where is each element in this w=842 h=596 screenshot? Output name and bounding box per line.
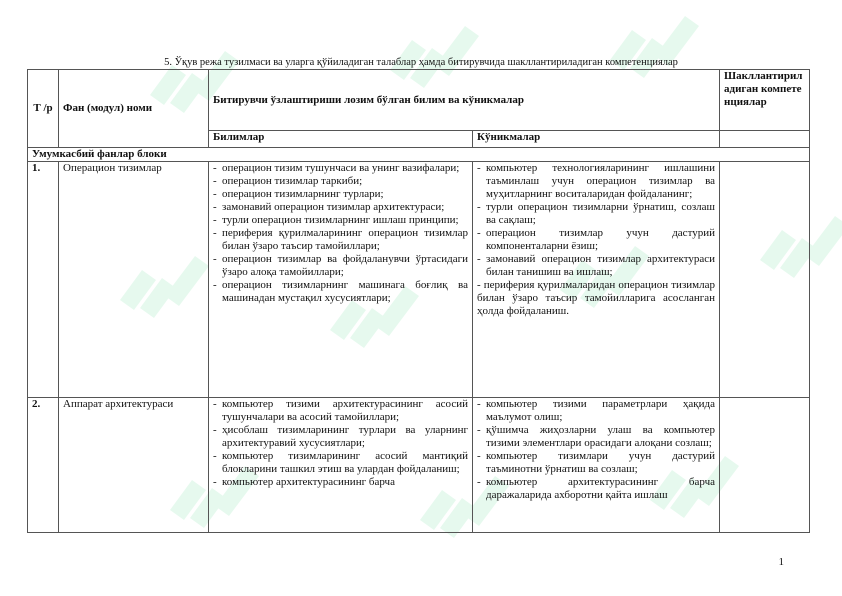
block-title: Умумкасбий фанлар блоки <box>28 148 810 162</box>
list-item: - операцион тизим тушунчаси ва унинг вазифалари; <box>213 162 468 175</box>
list-item: - операцион тизимлар учун дастурий компоненталарни ёзиш; <box>477 227 715 253</box>
list-item: - операцион тизимларнинг турлари; <box>213 188 468 201</box>
header-num: Т /р <box>28 70 59 148</box>
section-caption: 5. Ўқув режа тузилмаси ва уларга қўйиладиган талаблар ҳамда битирувчида шакллантириладиган компетенциялар <box>164 57 678 68</box>
list-item: - компьютер архитектурасининг барча даражаларида ахборотни қайта ишлаш <box>477 476 715 502</box>
knowledge-list <box>213 398 468 489</box>
row-skills <box>473 398 720 533</box>
row-subject-name: Аппарат архитектураси <box>59 398 209 533</box>
list-item: - компьютер тизимлари учун дастурий таъминотни ўрнатиш ва созлаш; <box>477 450 715 476</box>
row-competencies <box>720 398 810 533</box>
list-item: - қўшимча жиҳозларни улаш ва компьютер тизими элементлари орасидаги алоқани созлаш; <box>477 424 715 450</box>
list-item: - операцион тизимлар ва фойдаланувчи ўртасидаги ўзаро алоқа тамойиллари; <box>213 253 468 279</box>
list-item: - компьютер тизими параметрлари ҳақида маълумот олиш; <box>477 398 715 424</box>
row-num: 1. <box>28 162 59 398</box>
list-item: - ҳисоблаш тизимларининг турлари ва уларнинг архитектуравий хусусиятлари; <box>213 424 468 450</box>
row-skills <box>473 162 720 398</box>
list-item: - компьютер тизимларининг асосий мантиқий блокларини ташкил этиш ва улардан фойдаланиш; <box>213 450 468 476</box>
list-item: - замонавий операцион тизимлар архитектураси билан танишиш ва ишлаш; <box>477 253 715 279</box>
skills-list <box>477 398 715 502</box>
row-subject-name: Операцион тизимлар <box>59 162 209 398</box>
row-num: 2. <box>28 398 59 533</box>
header-skills: Кўникмалар <box>473 131 720 148</box>
curriculum-table <box>27 69 810 533</box>
header-knowledge: Билимлар <box>209 131 473 148</box>
table-row <box>28 398 810 533</box>
row-competencies <box>720 162 810 398</box>
list-item: - операцион тизимларнинг машинага боғлиқ ва машинадан мустақил хусусиятлари; <box>213 279 468 305</box>
header-comp-empty <box>720 131 810 148</box>
table-row <box>28 162 810 398</box>
list-item: - компьютер технологияларининг ишлашини таъминлаш учун операцион тизимлар ва муҳитларнинг воситаларидан фойдаланинг; <box>477 162 715 201</box>
list-item: - турли операцион тизимларни ўрнатиш, созлаш ва сақлаш; <box>477 201 715 227</box>
page-number: 1 <box>778 556 784 568</box>
list-item: - компьютер тизими архитектурасининг асосий тушунчалари ва асосий тамойиллари; <box>213 398 468 424</box>
block-title-row <box>28 148 810 162</box>
list-item: - замонавий операцион тизимлар архитектураси; <box>213 201 468 214</box>
row-knowledge <box>209 162 473 398</box>
knowledge-list <box>213 162 468 305</box>
skills-list <box>477 162 715 318</box>
header-competencies: Шакллантириладиган компетенциялар <box>720 70 810 131</box>
list-item: - операцион тизимлар таркиби; <box>213 175 468 188</box>
table-header-row <box>28 70 810 131</box>
list-item: - турли операцион тизимларнинг ишлаш принципи; <box>213 214 468 227</box>
header-requirements: Битирувчи ўзлаштириши лозим бўлган билим ва кўникмалар <box>209 70 720 131</box>
list-item: - компьютер архитектурасининг барча <box>213 476 468 489</box>
list-item: - периферия қурилмаларидан операцион тизимлар билан ўзаро таъсир тамойилларига асосланган ҳолда фойдаланиш. <box>477 279 716 317</box>
row-knowledge <box>209 398 473 533</box>
header-name: Фан (модул) номи <box>59 70 209 148</box>
list-item: - периферия қурилмаларининг операцион тизимлар билан ўзаро таъсир тамойиллари; <box>213 227 468 253</box>
